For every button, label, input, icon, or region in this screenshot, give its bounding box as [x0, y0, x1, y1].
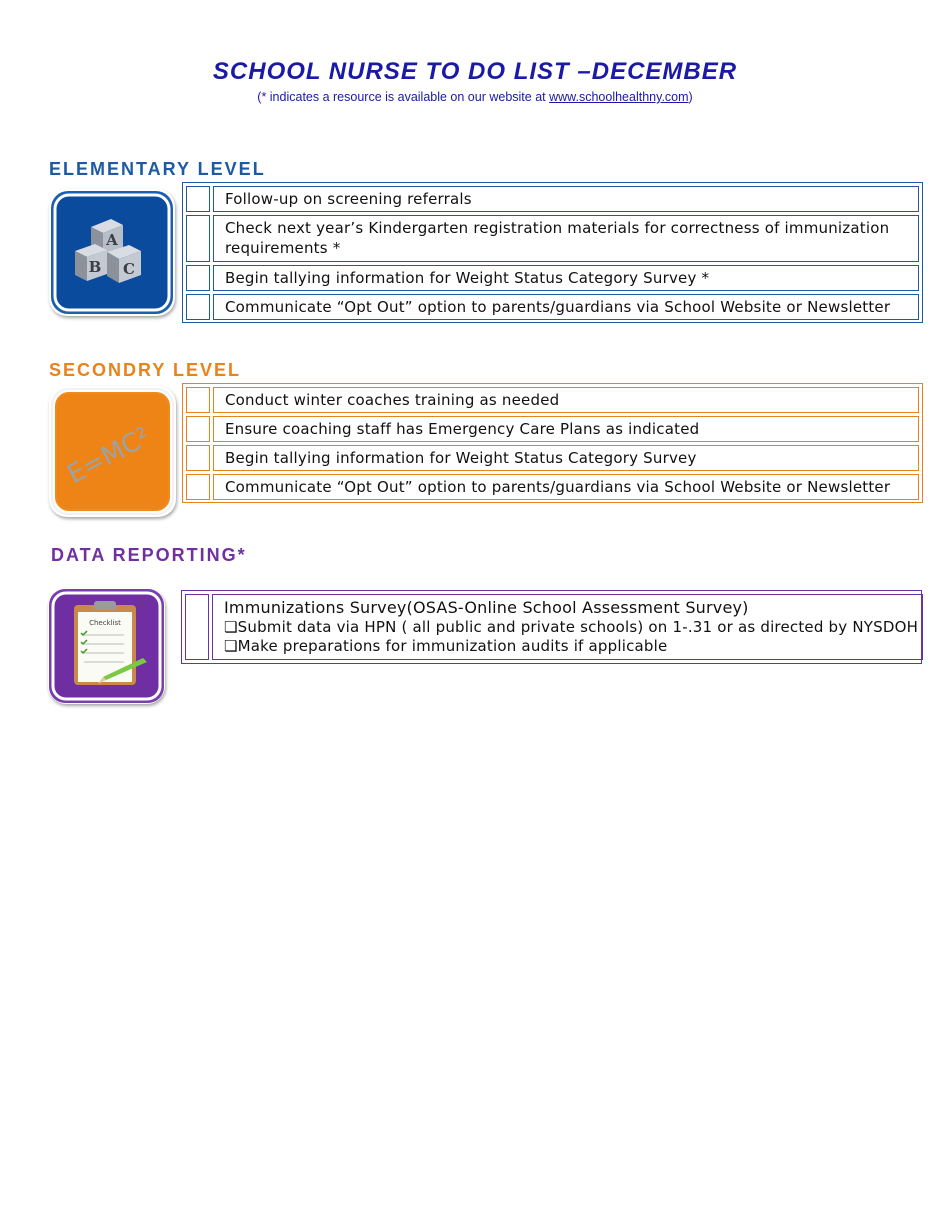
- data-reporting-heading: DATA REPORTING*: [51, 545, 247, 565]
- task-checkbox[interactable]: [186, 265, 210, 291]
- task-text: Follow-up on screening referrals: [213, 186, 919, 212]
- task-text: Begin tallying information for Weight Status Category Survey *: [213, 265, 919, 291]
- subtask-line: ❏Make preparations for immunization audits if applicable: [224, 637, 668, 655]
- secondary-task-row: [186, 474, 919, 500]
- chalkboard-emc2-icon: [49, 386, 176, 517]
- task-checkbox[interactable]: [186, 186, 210, 212]
- elementary-task-row: [186, 265, 919, 291]
- elementary-task-row: [186, 215, 919, 262]
- task-text: [212, 594, 923, 660]
- task-text: Check next year’s Kindergarten registration materials for correctness of immunization requirements *: [213, 215, 919, 262]
- secondary-heading: SECONDRY LEVEL: [49, 360, 242, 380]
- task-text: Communicate “Opt Out” option to parents/guardians via School Website or Newsletter: [213, 474, 919, 500]
- data-reporting-task-row: [185, 594, 918, 660]
- task-text: Begin tallying information for Weight Status Category Survey: [213, 445, 919, 471]
- task-text: Communicate “Opt Out” option to parents/guardians via School Website or Newsletter: [213, 294, 919, 320]
- secondary-task-row: [186, 445, 919, 471]
- secondary-task-list: [182, 383, 923, 503]
- subtask-line: ❏Submit data via HPN ( all public and private schools) on 1-.31 or as directed by NYSDOH: [224, 618, 919, 636]
- subtitle-suffix: ): [688, 90, 693, 104]
- clipboard-checklist-icon: [48, 588, 165, 704]
- elementary-task-row: [186, 186, 919, 212]
- task-checkbox[interactable]: [186, 445, 210, 471]
- secondary-task-row: [186, 416, 919, 442]
- block-b-letter: B: [88, 258, 102, 276]
- task-checkbox[interactable]: [186, 387, 210, 413]
- task-checkbox[interactable]: [186, 474, 210, 500]
- abc-blocks-icon: [49, 189, 175, 316]
- emc2-text: E=MC²: [62, 421, 156, 491]
- elementary-task-list: [182, 182, 923, 323]
- subtitle-prefix: (* indicates a resource is available on our website at: [257, 90, 550, 104]
- page-subtitle: [0, 90, 950, 104]
- block-c-letter: C: [123, 260, 135, 278]
- task-text: Ensure coaching staff has Emergency Care Plans as indicated: [213, 416, 919, 442]
- elementary-task-row: [186, 294, 919, 320]
- checklist-label: Checklist: [89, 619, 121, 627]
- task-checkbox[interactable]: [186, 294, 210, 320]
- block-a-letter: A: [106, 231, 118, 249]
- task-checkbox[interactable]: [185, 594, 209, 660]
- page-title: SCHOOL NURSE TO DO LIST –DECEMBER: [212, 58, 738, 85]
- task-checkbox[interactable]: [186, 215, 210, 262]
- data-reporting-task-list: [181, 590, 922, 664]
- website-link[interactable]: www.schoolhealthny.com: [549, 90, 689, 104]
- task-checkbox[interactable]: [186, 416, 210, 442]
- elementary-heading: ELEMENTARY LEVEL: [49, 159, 266, 179]
- task-text: Conduct winter coaches training as needed: [213, 387, 919, 413]
- secondary-task-row: [186, 387, 919, 413]
- immunization-survey-title: Immunizations Survey(OSAS-Online School Assessment Survey): [224, 598, 749, 617]
